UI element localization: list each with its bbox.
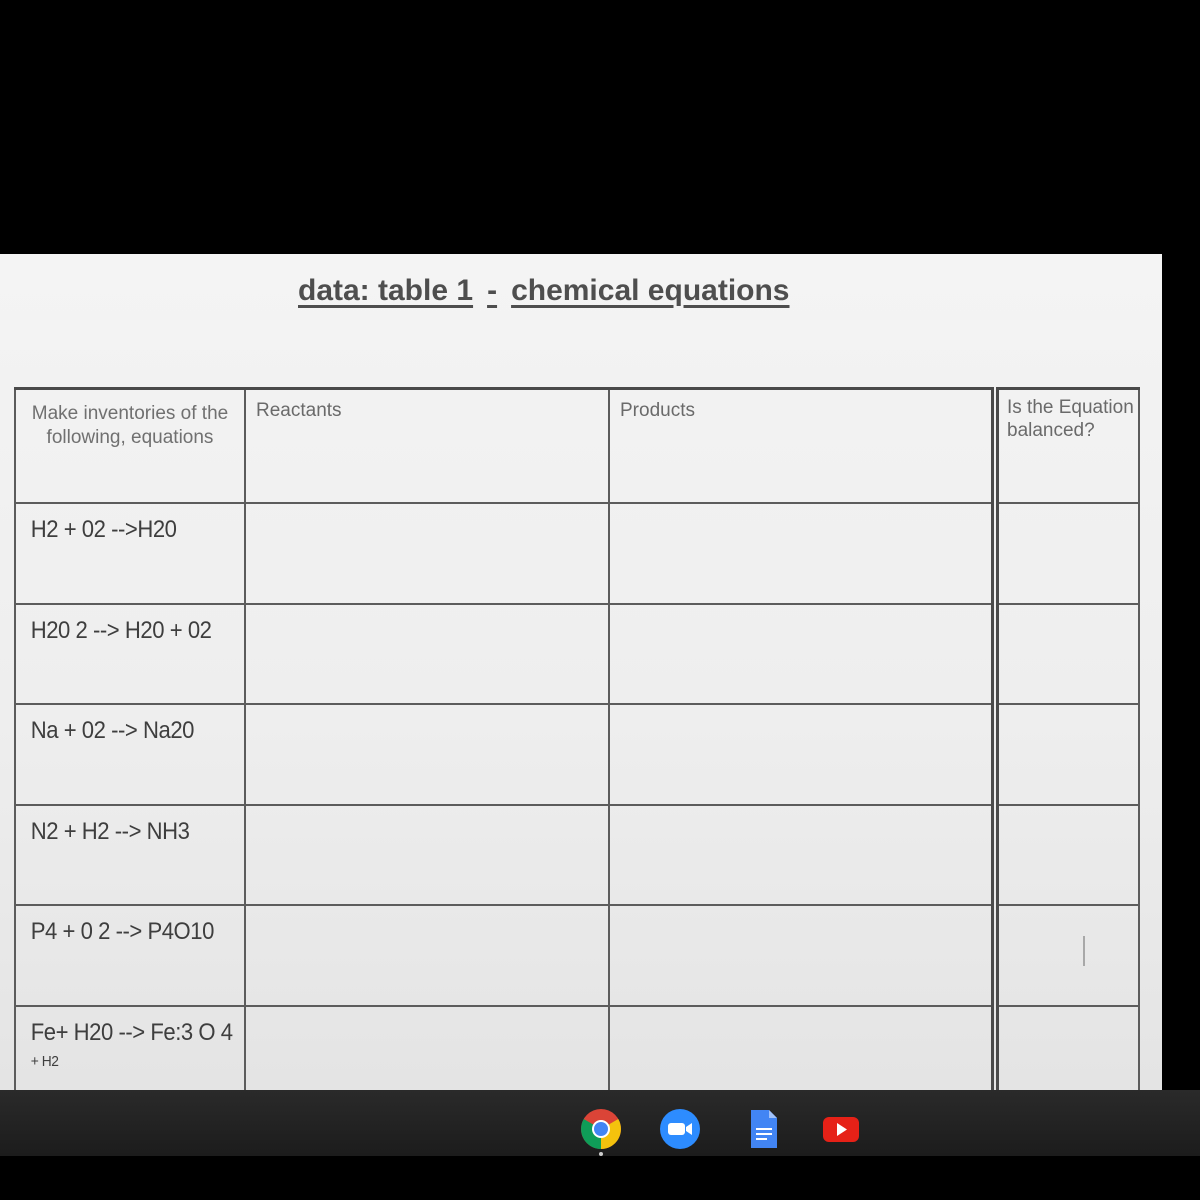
equation-text: N2 + H2 --> NH3 (30, 817, 190, 845)
equation-cell (15, 503, 245, 603)
text-cursor-mark (1083, 936, 1085, 966)
zoom-icon[interactable] (659, 1108, 701, 1150)
balanced-cell[interactable] (995, 805, 1139, 905)
table-row (15, 1006, 1139, 1091)
products-cell[interactable] (609, 704, 995, 804)
equation-continuation: + H2 (30, 1052, 59, 1070)
equation-text: Na + 02 --> Na20 (30, 717, 194, 745)
equation-cell (15, 604, 245, 704)
equation-text: H20 2 --> H20 + 02 (30, 616, 212, 644)
google-docs-icon[interactable] (742, 1108, 784, 1150)
taskbar-shelf (0, 1090, 1200, 1156)
page-title (298, 274, 790, 308)
equation-text (16, 1007, 233, 1070)
balanced-cell[interactable] (995, 604, 1139, 704)
products-cell[interactable] (609, 1006, 995, 1091)
balanced-cell[interactable] (995, 503, 1139, 603)
balanced-cell[interactable] (995, 905, 1139, 1005)
products-cell[interactable] (609, 905, 995, 1005)
title-part-2: chemical equations (511, 274, 790, 307)
reactants-cell[interactable] (245, 1006, 609, 1091)
equation-cell (15, 805, 245, 905)
equation-cell (15, 704, 245, 804)
youtube-icon[interactable] (820, 1108, 862, 1150)
products-cell[interactable] (609, 604, 995, 704)
balanced-cell[interactable] (995, 704, 1139, 804)
header-products: Products (609, 389, 995, 504)
table-row (15, 503, 1139, 603)
header-balanced: Is the Equation balanced? (995, 389, 1139, 504)
reactants-cell[interactable] (245, 905, 609, 1005)
reactants-cell[interactable] (245, 805, 609, 905)
reactants-cell[interactable] (245, 503, 609, 603)
products-cell[interactable] (609, 503, 995, 603)
equation-text: H2 + 02 -->H20 (30, 516, 177, 544)
equation-text: P4 + 0 2 --> P4O10 (30, 918, 214, 946)
header-equations: Make inventories of the following, equations (15, 389, 245, 504)
reactants-cell[interactable] (245, 704, 609, 804)
table-row (15, 604, 1139, 704)
equation-main: Fe+ H20 --> Fe:3 O 4 (30, 1018, 233, 1046)
reactants-cell[interactable] (245, 604, 609, 704)
title-part-1: data: table 1 (298, 274, 474, 307)
table-row (15, 805, 1139, 905)
header-reactants: Reactants (245, 389, 609, 504)
equations-table (14, 387, 1140, 1090)
laptop-screen (0, 254, 1162, 1090)
chrome-icon[interactable] (580, 1108, 622, 1150)
equation-cell (15, 1006, 245, 1091)
title-separator: - (487, 274, 498, 307)
table-row (15, 704, 1139, 804)
running-indicator (599, 1152, 603, 1156)
products-cell[interactable] (609, 805, 995, 905)
table-header-row (15, 389, 1139, 504)
equation-cell (15, 905, 245, 1005)
table-row (15, 905, 1139, 1005)
balanced-cell[interactable] (995, 1006, 1139, 1091)
